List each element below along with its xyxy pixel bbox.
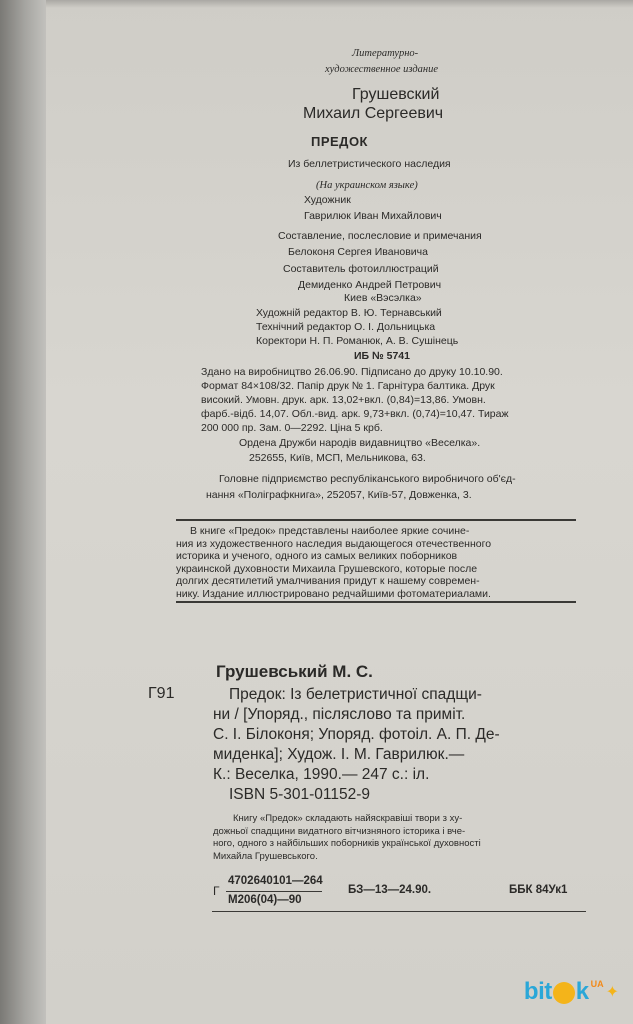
- publisher-address: [239, 436, 480, 466]
- annotation-top-rule: [176, 519, 576, 521]
- annotation-line: украинской духовности Михаила Грушевского, которые после: [176, 562, 478, 575]
- book-title: ПРЕДОК: [311, 134, 368, 149]
- genre-line-2: художественное издание: [325, 64, 439, 75]
- compiler-label: Составление, послесловие и примечания: [278, 230, 482, 242]
- watermark-logo: [524, 978, 619, 1006]
- logo-suffix: UA: [590, 979, 604, 989]
- card-isbn: ISBN 5-301-01152-9: [229, 786, 371, 803]
- book-subtitle: Из беллетристического наследия: [288, 158, 451, 170]
- language-note: (На украинском языке): [316, 180, 418, 191]
- photo-name: Демиденко Андрей Петрович: [298, 279, 442, 291]
- card-annotation-ua: [213, 813, 481, 863]
- address-line: Ордена Дружби народів видавництво «Веселка».: [239, 437, 481, 449]
- print-spec-line: Формат 84×108/32. Папір друк № 1. Гарнітура балтика. Друк: [201, 380, 495, 392]
- card-line: С. І. Білоконя; Упоряд. фотоіл. А. П. Де-: [213, 726, 500, 743]
- code-letter: Г: [213, 884, 220, 898]
- author-name: Михаил Сергеевич: [303, 105, 444, 122]
- annotation-line: нику. Издание иллюстрировано редчайшими фотоматериалами.: [176, 587, 491, 600]
- printer-line: нання «Поліграфкнига», 252057, Київ-57, Довженка, 3.: [206, 489, 472, 501]
- compiler-name: Белоконя Сергея Ивановича: [288, 246, 428, 258]
- code-fraction-rule: [226, 891, 322, 892]
- card-line: Предок: Із белетристичної спадщи-: [229, 686, 482, 703]
- book-page: [46, 0, 633, 1024]
- card-annotation-line: Михайла Грушевського.: [213, 850, 318, 862]
- adjacent-page-edge: [0, 0, 46, 1024]
- bz-code: БЗ—13—24.90.: [348, 884, 432, 896]
- print-spec-line: фарб.-відб. 14,07. Обл.-вид. арк. 9,73+вкл. (0,74)=10,47. Тираж: [201, 408, 509, 420]
- annotation-ru: [176, 525, 576, 600]
- printer-info: [206, 471, 516, 503]
- artist-name: Гаврилюк Иван Михайлович: [304, 210, 442, 222]
- logo-circle-icon: [553, 982, 575, 1004]
- code-bottom: М206(04)—90: [228, 894, 302, 906]
- card-line: миденка]; Худож. І. М. Гаврилюк.—: [213, 746, 465, 763]
- card-description: [213, 685, 500, 805]
- card-annotation-line: Книгу «Предок» складають найяскравіші твори з ху-: [233, 813, 463, 824]
- card-index: Г91: [148, 685, 175, 702]
- card-heading: Грушевський М. С.: [216, 662, 373, 681]
- annotation-line: долгих десятилетий умалчивания придут к нашему современ-: [176, 575, 480, 587]
- author-surname: Грушевский: [352, 86, 440, 103]
- print-specs: [201, 365, 509, 435]
- photo-label: Составитель фотоиллюстраций: [283, 263, 439, 275]
- printer-line: Головне підприємство республіканського виробничого об'єд-: [219, 473, 516, 485]
- annotation-line: историка и ученого, одного из самых великих поборников: [176, 550, 458, 562]
- card-line: К.: Веселка, 1990.— 247 с.: іл.: [213, 766, 430, 783]
- tech-editor: Технічний редактор О. І. Дольницька: [256, 321, 436, 333]
- card-annotation-line: дожньої спадщини видатного вітчизняного історика і вче-: [213, 825, 466, 837]
- card-annotation-line: ного, одного з найбільших поборників української духовності: [213, 838, 481, 849]
- print-spec-line: Здано на виробництво 26.06.90. Підписано до друку 10.10.90.: [201, 366, 503, 378]
- logo-text-left: bit: [523, 978, 552, 1005]
- print-spec-line: 200 000 пр. Зам. 0—2292. Ціна 5 крб.: [201, 422, 383, 434]
- ib-number: ИБ № 5741: [354, 350, 410, 362]
- artist-label: Художник: [304, 194, 351, 206]
- address-line: 252655, Київ, МСП, Мельникова, 63.: [249, 452, 426, 464]
- annotation-line: В книге «Предок» представлены наиболее яркие сочине-: [190, 525, 470, 537]
- card-bottom-rule: [212, 911, 586, 912]
- annotation-bottom-rule: [176, 601, 576, 603]
- print-spec-line: високий. Умовн. друк. арк. 13,02+вкл. (0,84)=13,86. Умовн.: [201, 394, 486, 406]
- art-editor: Художній редактор В. Ю. Тернавський: [256, 307, 442, 319]
- code-top: 4702640101—264: [228, 875, 323, 887]
- bbk-code: ББК 84Ук1: [509, 884, 568, 896]
- card-line: ни / [Упоряд., післяслово та приміт.: [213, 706, 466, 723]
- logo-text-right: k: [575, 978, 589, 1005]
- proofreaders: Коректори Н. П. Романюк, А. В. Сушінець: [256, 335, 459, 347]
- annotation-line: ния из художественного наследия выдающегося отечественного: [176, 537, 492, 550]
- publisher-city: Киев «Вэсэлка»: [344, 292, 422, 304]
- genre-line-1: Литературно-: [352, 48, 419, 59]
- logo-star-icon: ✦: [605, 984, 619, 1001]
- page-shadow: [46, 0, 633, 8]
